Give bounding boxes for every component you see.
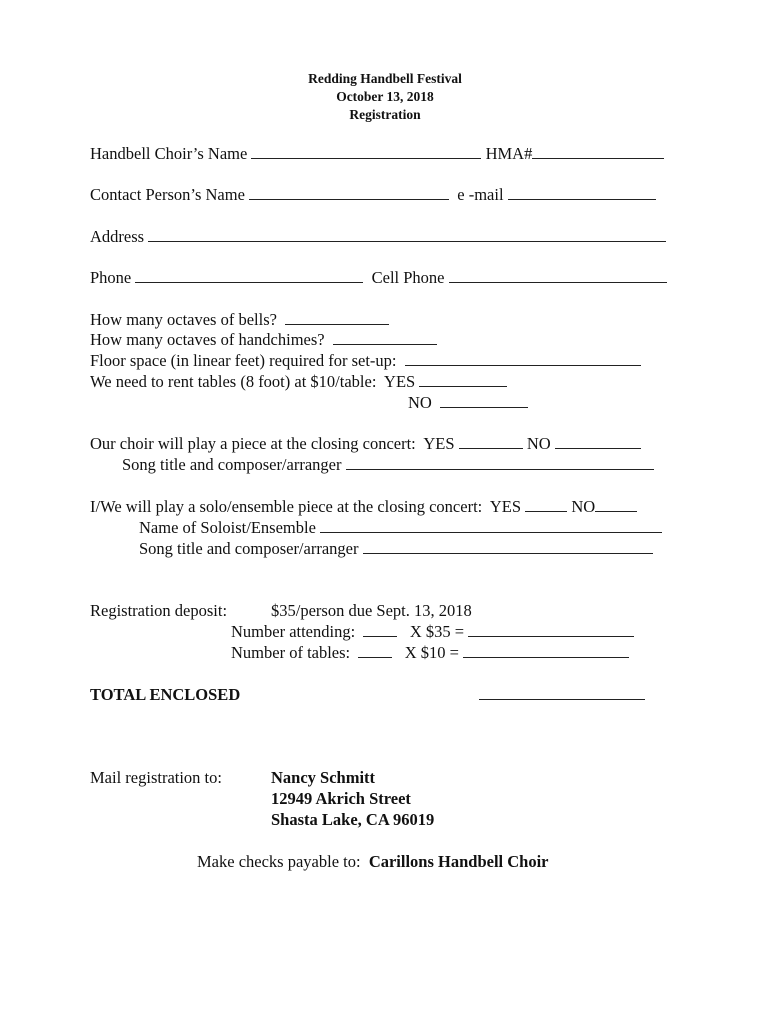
cell-phone-field[interactable] [449,268,667,283]
octaves-bells-label: How many octaves of bells? [90,310,277,329]
octaves-chimes-row [90,330,437,350]
solo-no-label: NO [571,497,596,516]
closing-no-label: NO [526,434,551,453]
octaves-bells-field[interactable] [285,310,389,325]
total-enclosed-row [479,685,645,705]
attending-count-field[interactable] [363,622,397,637]
contact-name-label: Contact Person’s Name [90,185,245,204]
phone-field[interactable] [135,268,363,283]
choir-name-row [90,144,664,164]
song-title-label: Song title and composer/arranger [122,455,342,474]
song-title-field[interactable] [346,455,654,470]
soloist-name-field[interactable] [320,518,662,533]
mail-city: Shasta Lake, CA 96019 [271,810,435,829]
email-label: e -mail [457,185,504,204]
festival-date: October 13, 2018 [336,89,434,104]
octaves-bells-row [90,310,389,330]
address-field[interactable] [148,227,666,242]
address-label: Address [90,227,145,246]
hma-label: HMA# [485,144,533,163]
song-title-row-1 [122,455,654,475]
solo-yes-field[interactable] [525,497,567,512]
attending-total-field[interactable] [468,622,634,637]
attending-rate: X $35 = [409,622,465,641]
closing-piece-row [90,434,641,454]
festival-title: Redding Handbell Festival [308,71,462,86]
octaves-chimes-field[interactable] [333,330,437,345]
mail-street: 12949 Akrich Street [271,789,411,808]
floor-space-label: Floor space (in linear feet) required for set-up: [90,351,397,370]
contact-name-field[interactable] [249,185,449,200]
address-row [90,227,666,247]
tables-yes-field[interactable] [419,372,507,387]
song-title-row-2 [139,539,653,559]
cell-phone-label: Cell Phone [371,268,445,287]
octaves-chimes-label: How many octaves of handchimes? [90,330,325,349]
floor-space-field[interactable] [405,351,641,366]
tables-yes-row [90,372,507,392]
total-enclosed-field[interactable] [479,685,645,700]
email-field[interactable] [508,185,656,200]
tables-payment-row [231,643,629,663]
solo-song-title-field[interactable] [363,539,653,554]
tables-no-row [408,393,528,413]
tables-count-field[interactable] [358,643,392,658]
closing-piece-label: Our choir will play a piece at the closing concert: YES [90,434,455,453]
tables-no-field[interactable] [440,393,528,408]
tables-no-label: NO [408,393,432,412]
payable-label: Make checks payable to: [197,852,361,871]
tables-total-field[interactable] [463,643,629,658]
solo-song-title-label: Song title and composer/arranger [139,539,359,558]
attending-row [231,622,634,642]
phone-row [90,268,667,288]
closing-yes-field[interactable] [459,434,523,449]
hma-field[interactable] [532,144,664,159]
closing-no-field[interactable] [555,434,641,449]
form-title: Registration [349,107,421,122]
deposit-label: Registration deposit: [90,601,228,620]
tables-rate: X $10 = [404,643,459,662]
soloist-name-label: Name of Soloist/Ensemble [139,518,316,537]
payable-to: Carillons Handbell Choir [368,852,549,871]
tables-payment-label: Number of tables: [231,643,351,662]
tables-yes-label: We need to rent tables (8 foot) at $10/table: YES [90,372,416,391]
total-enclosed-label: TOTAL ENCLOSED [90,685,241,704]
solo-no-field[interactable] [595,497,637,512]
floor-space-row [90,351,641,371]
solo-label: I/We will play a solo/ensemble piece at the closing concert: YES [90,497,522,516]
payable-row [197,852,549,872]
attending-label: Number attending: [231,622,356,641]
mail-name: Nancy Schmitt [271,768,376,787]
choir-name-field[interactable] [251,144,481,159]
soloist-name-row [139,518,662,538]
phone-label: Phone [90,268,132,287]
choir-name-label: Handbell Choir’s Name [90,144,248,163]
deposit-value: $35/person due Sept. 13, 2018 [271,601,472,620]
mail-to-label: Mail registration to: [90,768,222,787]
solo-row [90,497,637,517]
contact-row [90,185,656,205]
